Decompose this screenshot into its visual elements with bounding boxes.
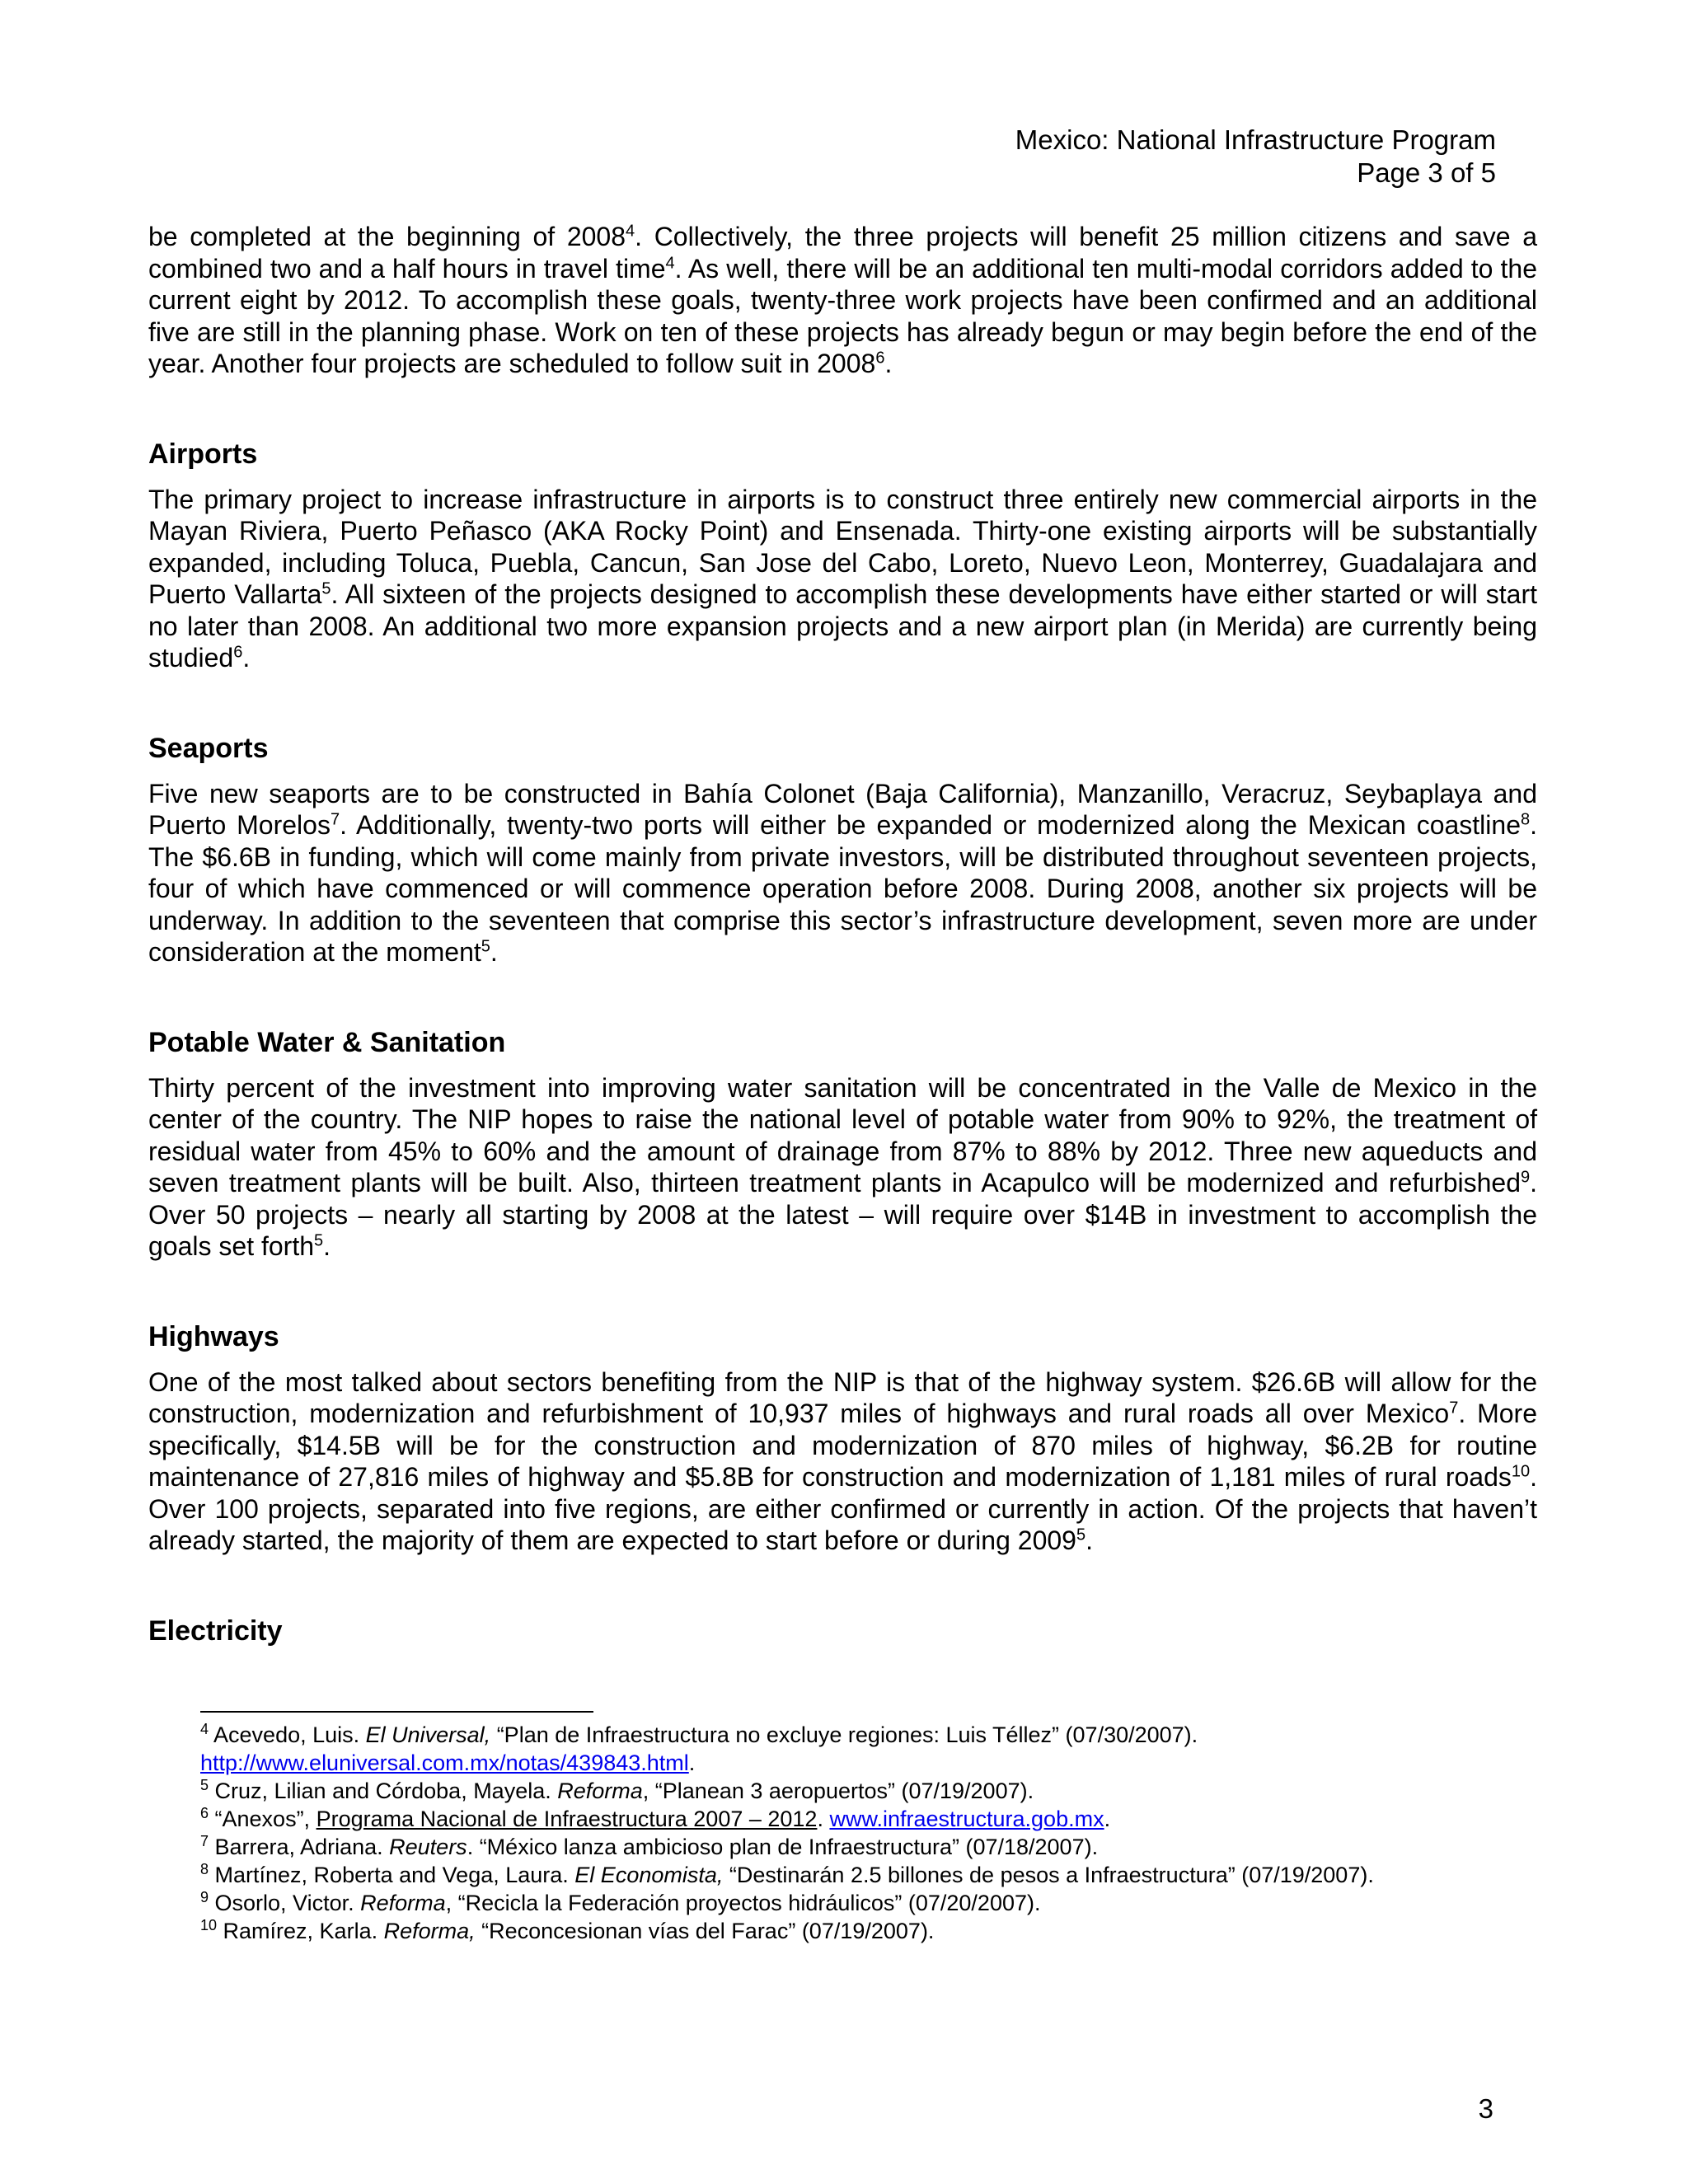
footnote-number: 4 (200, 1721, 209, 1737)
text-run: “Anexos”, (209, 1807, 316, 1831)
footnotes (200, 1721, 1404, 1945)
text-run: Acevedo, Luis. (209, 1722, 366, 1747)
highways-paragraph (148, 1366, 1537, 1557)
section-heading-airports: Airports (148, 438, 258, 470)
seaports-paragraph (148, 778, 1537, 968)
footnote-ref: 9 (1520, 1168, 1531, 1187)
airports-paragraph (148, 484, 1537, 674)
footnote-6 (200, 1805, 1404, 1833)
section-airports (148, 438, 1537, 674)
section-heading-electricity: Electricity (148, 1615, 283, 1647)
text-run: Barrera, Adriana. (209, 1835, 390, 1859)
text-run: “Destinarán 2.5 billones de pesos a Infraestructura” (07/19/2007). (723, 1863, 1374, 1887)
source-title: Programa Nacional de Infraestructura 2007 – 2012 (316, 1807, 818, 1831)
text-run: . Over 50 projects – nearly all starting by 2008 at the latest – will require over $14B in investment to accomplish the goals set forth (148, 1168, 1537, 1261)
footnote-ref: 5 (314, 1231, 324, 1250)
source-name: Reforma (360, 1891, 446, 1915)
section-heading-highways: Highways (148, 1320, 279, 1352)
section-heading-seaports: Seaports (148, 732, 269, 764)
footnote-ref: 6 (875, 349, 885, 368)
text-run: . The $6.6B in funding, which will come mainly from private investors, will be distributed throughout seventeen projects, four of which have commenced or will commence operation before 2008. During 2008, another six projects will be underway. In addition to the seventeen that comprise this sector’s infrastructure development, seven more are under consideration at the moment (148, 810, 1538, 967)
page-number: 3 (1478, 2093, 1493, 2124)
footnote-ref: 4 (626, 222, 635, 241)
text-run: . (323, 1231, 331, 1261)
page-indicator: Page 3 of 5 (1357, 157, 1496, 188)
section-seaports (148, 732, 1537, 968)
text-run: “Reconcesionan vías del Farac” (07/19/2007). (475, 1919, 935, 1943)
text-run: The primary project to increase infrastructure in airports is to construct three entirely new commercial airports in the Mayan Riviera, Puerto Peñasco (AKA Rocky Point) and Ensenada. Thirty-one existing airports will be substantially expanded, including Toluca, Puebla, Cancun, San Jose del Cabo, Loreto, Nuevo Leon, Monterrey, Guadalajara and Puerto Vallarta (148, 484, 1537, 609)
footnote-number: 6 (200, 1805, 209, 1821)
text-run: be completed at the beginning of 2008 (148, 222, 626, 251)
footnote-10 (200, 1917, 1404, 1945)
text-run: Martínez, Roberta and Vega, Laura. (209, 1863, 575, 1887)
footnote-link[interactable]: www.infraestructura.gob.mx (829, 1807, 1104, 1831)
footnote-ref: 5 (1076, 1526, 1086, 1544)
footnote-number: 10 (200, 1917, 218, 1933)
source-name: Reforma (557, 1779, 643, 1803)
source-name: Reforma, (383, 1919, 476, 1943)
section-highways (148, 1320, 1537, 1557)
footnote-ref: 6 (233, 643, 243, 662)
footnote-number: 9 (200, 1889, 209, 1905)
footnote-9 (200, 1889, 1404, 1917)
source-name: El Universal, (365, 1722, 491, 1747)
footnote-ref: 7 (330, 810, 340, 829)
footnote-ref: 5 (481, 937, 490, 956)
source-name: Reuters (389, 1835, 467, 1859)
text-run: . All sixteen of the projects designed to accomplish these developments have either started or will start no later than 2008. An additional two more expansion projects and a new airport plan (in Merida) are currently being studied (148, 579, 1538, 673)
section-heading-water: Potable Water & Sanitation (148, 1026, 506, 1058)
text-run: . (490, 937, 498, 967)
text-run: . Over 100 projects, separated into five regions, are either confirmed or currently in action. Of the projects that haven’t already started, the majority of them are expected to start before or during 2009 (148, 1462, 1537, 1555)
text-run: . (242, 643, 251, 673)
text-run: Five new seaports are to be constructed in Bahía Colonet (Baja California), Manzanillo, Veracruz, Seybaplaya and Puerto Morelos (148, 778, 1537, 840)
footnote-separator (200, 1711, 593, 1713)
text-run: . (884, 349, 893, 378)
text-run: Cruz, Lilian and Córdoba, Mayela. (209, 1779, 558, 1803)
source-name: El Economista, (574, 1863, 724, 1887)
section-electricity (148, 1615, 1537, 1647)
footnote-4 (200, 1721, 1404, 1777)
text-run: Osorlo, Victor. (209, 1891, 361, 1915)
document-body (148, 221, 1537, 1661)
text-run: . More specifically, $14.5B will be for the construction and modernization of 870 miles of highway, $6.2B for routine maintenance of 27,816 miles of highway and $5.8B for construction and modernization of 1,181 miles of rural roads (148, 1399, 1538, 1492)
text-run: , “Planean 3 aeropuertos” (07/19/2007). (642, 1779, 1034, 1803)
footnote-5 (200, 1777, 1404, 1805)
footnote-ref: 10 (1511, 1462, 1531, 1481)
footnote-ref: 7 (1449, 1399, 1459, 1418)
intro-paragraph (148, 221, 1537, 380)
section-water (148, 1026, 1537, 1263)
text-run: Thirty percent of the investment into improving water sanitation will be concentrated in the Valle de Mexico in the center of the country. The NIP hopes to raise the national level of potable water from 90% to 92%, the treatment of residual water from 45% to 60% and the amount of drainage from 87% to 88% by 2012. Three new aqueducts and seven treatment plants will be built. Also, thirteen treatment plants in Acapulco will be modernized and refurbished (148, 1072, 1537, 1197)
footnote-number: 7 (200, 1833, 209, 1849)
text-run: . Additionally, twenty-two ports will either be expanded or modernized along the Mexican coastline (340, 810, 1521, 840)
text-run: , “Recicla la Federación proyectos hidráulicos” (07/20/2007). (445, 1891, 1041, 1915)
footnote-ref: 8 (1521, 810, 1531, 829)
footnote-link[interactable]: http://www.eluniversal.com.mx/notas/439843.html (200, 1750, 689, 1775)
text-run: . (688, 1750, 696, 1775)
text-run: . (1104, 1807, 1111, 1831)
footnote-8 (200, 1861, 1404, 1889)
text-run: One of the most talked about sectors benefiting from the NIP is that of the highway system. $26.6B will allow for the construction, modernization and refurbishment of 10,937 miles of highways and rural roads all over Mexico (148, 1366, 1537, 1428)
text-run: . (1085, 1526, 1093, 1555)
document-title: Mexico: National Infrastructure Program (1015, 124, 1496, 155)
water-paragraph (148, 1072, 1537, 1263)
footnote-7 (200, 1833, 1404, 1861)
text-run: . Collectively, the three projects will benefit 25 million citizens and save a combined two and a half hours in travel time (148, 222, 1537, 284)
text-run: “Plan de Infraestructura no excluye regiones: Luis Téllez” (07/30/2007). (490, 1722, 1198, 1747)
footnote-number: 8 (200, 1861, 209, 1877)
text-run: Ramírez, Karla. (217, 1919, 384, 1943)
text-run: . “México lanza ambicioso plan de Infraestructura” (07/18/2007). (467, 1835, 1099, 1859)
footnote-number: 5 (200, 1777, 209, 1793)
text-run: . (817, 1807, 830, 1831)
page-header (1015, 124, 1496, 190)
footnote-ref: 5 (321, 579, 331, 598)
text-run: . As well, there will be an additional ten multi-modal corridors added to the current eight by 2012. To accomplish these goals, twenty-three work projects have been confirmed and an additional five are still in the planning phase. Work on ten of these projects has already begun or may begin before the end of the year. Another four projects are scheduled to follow suit in 2008 (148, 253, 1538, 378)
footnote-ref: 4 (665, 253, 675, 272)
